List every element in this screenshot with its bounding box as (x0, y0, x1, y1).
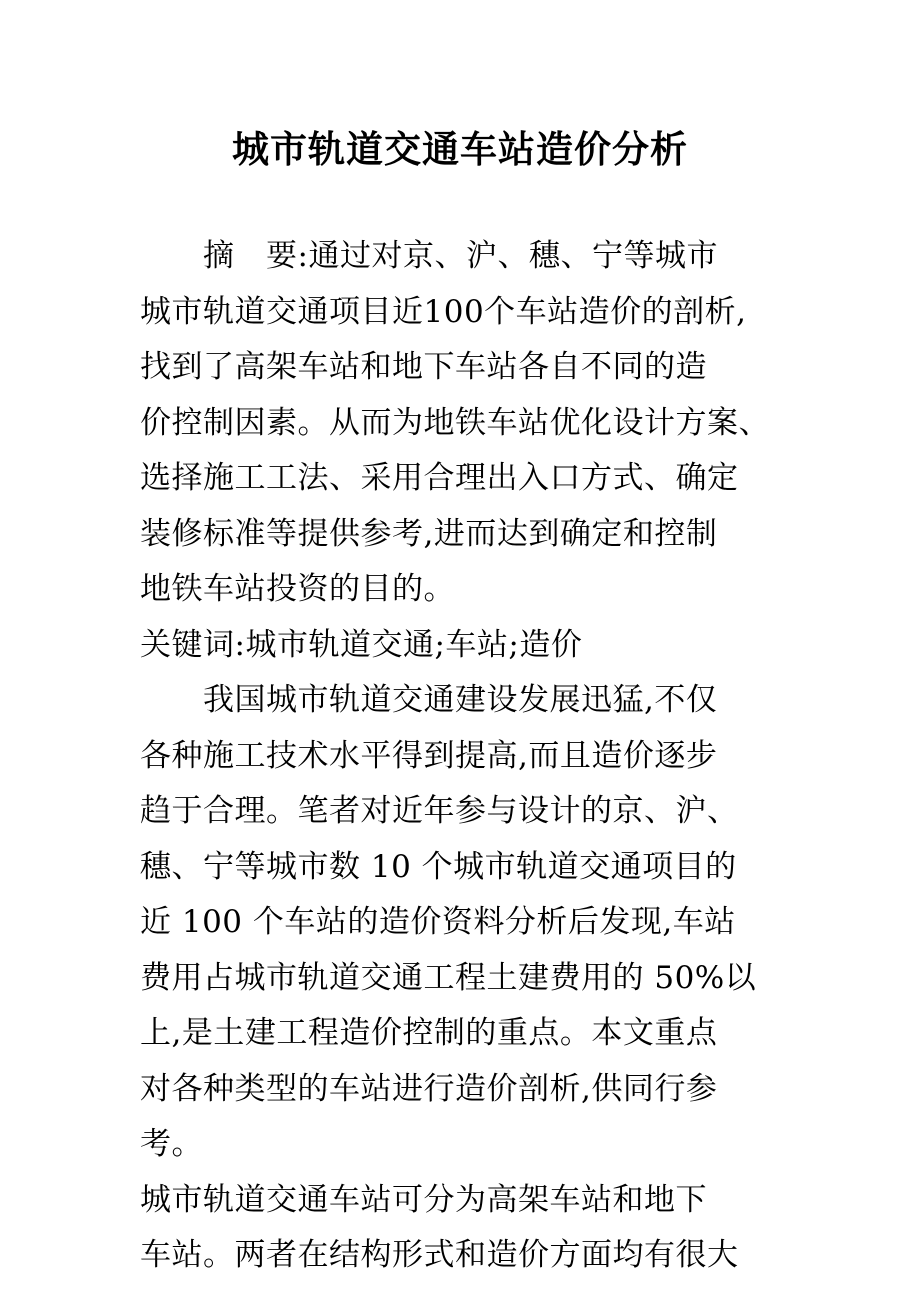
paragraph-1-line-7: 上,是土建工程造价控制的重点。本文重点 (140, 1015, 718, 1051)
paragraph-1-line-9: 考。 (140, 1126, 203, 1162)
abstract-line-1: 摘 要:通过对京、沪、穗、宁等城市 (140, 238, 718, 274)
abstract-line-6: 装修标准等提供参考,进而达到确定和控制 (140, 515, 718, 552)
document-title: 城市轨道交通车站造价分析 (232, 128, 688, 171)
paragraph-1-line-2: 各种施工技术水平得到提高,而且造价逐步 (140, 737, 718, 774)
abstract-line-4: 价控制因素。从而为地铁车站优化设计方案、 (140, 404, 770, 441)
abstract-line-2: 城市轨道交通项目近100个车站造价的剖析, (140, 293, 747, 330)
paragraph-1-line-3: 趋于合理。笔者对近年参与设计的京、沪、 (140, 793, 739, 829)
paragraph-1-line-4: 穗、宁等城市数 10 个城市轨道交通项目的 (140, 848, 737, 885)
abstract-line-5: 选择施工工法、采用合理出入口方式、确定 (140, 460, 739, 496)
paragraph-1-line-1: 我国城市轨道交通建设发展迅猛,不仅 (140, 682, 718, 718)
paragraph-2-line-1: 城市轨道交通车站可分为高架车站和地下 (140, 1181, 707, 1218)
abstract-line-3: 找到了高架车站和地下车站各自不同的造 (140, 349, 707, 385)
paragraph-2-line-2: 车站。两者在结构形式和造价方面均有很大 (140, 1237, 739, 1273)
document-body (140, 229, 840, 1284)
keywords-line: 关键词:城市轨道交通;车站;造价 (140, 626, 583, 663)
abstract-line-7: 地铁车站投资的目的。 (140, 571, 455, 607)
paragraph-1-line-5: 近 100 个车站的造价资料分析后发现,车站 (140, 904, 736, 940)
paragraph-1-line-6: 费用占城市轨道交通工程土建费用的 50%以 (140, 959, 757, 996)
paragraph-1-line-8: 对各种类型的车站进行造价剖析,供同行参 (140, 1070, 718, 1107)
